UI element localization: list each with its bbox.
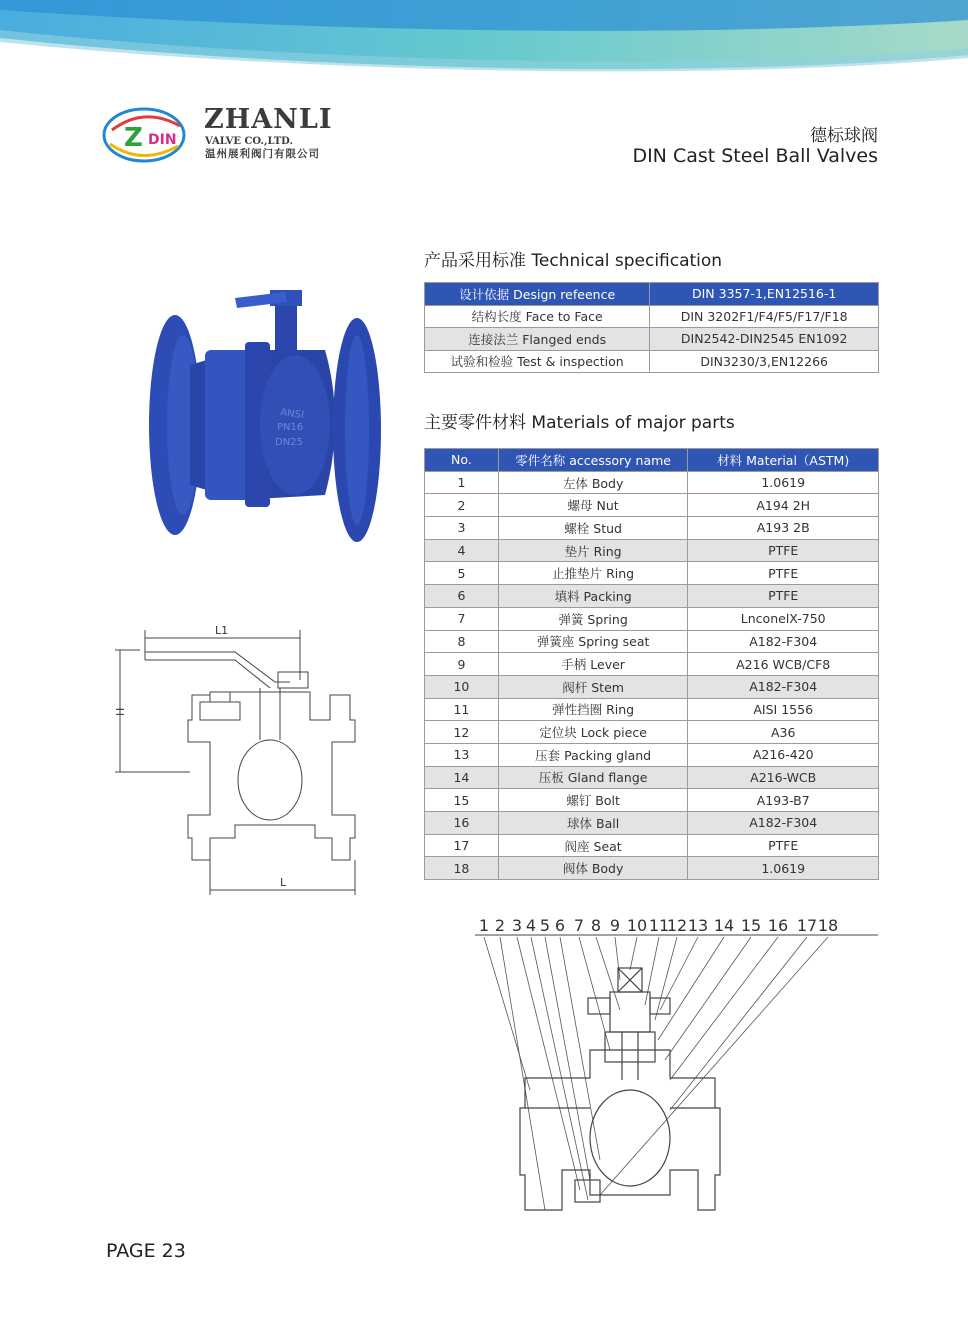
- callout-label: 11: [648, 916, 670, 935]
- cell-name: 手柄 Lever: [498, 653, 688, 676]
- cell-material: A182-F304: [688, 675, 879, 698]
- spec-label: 设计依据 Design refeence: [425, 283, 650, 306]
- table-row: [425, 471, 879, 494]
- svg-text:ANSI: ANSI: [279, 407, 305, 422]
- cell-material: A182-F304: [688, 630, 879, 653]
- callout-leader: [645, 937, 659, 1005]
- table-row: [425, 698, 879, 721]
- page-title-cn: 德标球阀: [810, 126, 878, 146]
- cell-material: PTFE: [688, 539, 879, 562]
- table-row: [425, 743, 879, 766]
- spec-label: 连接法兰 Flanged ends: [425, 328, 650, 351]
- table-row: [425, 328, 879, 351]
- cell-material: PTFE: [688, 585, 879, 608]
- callout-leader: [531, 937, 588, 1200]
- table-row: [425, 585, 879, 608]
- cell-no: 4: [425, 539, 499, 562]
- cell-material: A193 2B: [688, 517, 879, 540]
- callout-leader: [500, 937, 545, 1210]
- cell-name: 止推垫片 Ring: [498, 562, 688, 585]
- callout-label: 7: [573, 916, 585, 935]
- dim-l1-label: L1: [215, 624, 229, 637]
- callout-leader: [517, 937, 580, 1190]
- cell-material: A216-WCB: [688, 766, 879, 789]
- cell-name: 球体 Ball: [498, 812, 688, 835]
- cell-no: 2: [425, 494, 499, 517]
- svg-text:PN16: PN16: [277, 422, 304, 433]
- cell-material: A216-420: [688, 743, 879, 766]
- cell-material: PTFE: [688, 562, 879, 585]
- cell-no: 18: [425, 857, 499, 880]
- callout-leader: [660, 937, 698, 1010]
- spec-label: 试验和检验 Test & inspection: [425, 350, 650, 373]
- table-row: [425, 283, 879, 306]
- spec-label: 结构长度 Face to Face: [425, 305, 650, 328]
- dim-h-label: H: [114, 707, 127, 716]
- tech-spec-table: [424, 282, 879, 373]
- valve-photo: [145, 270, 385, 545]
- cell-name: 螺钉 Bolt: [498, 789, 688, 812]
- cell-no: 17: [425, 834, 499, 857]
- cell-material: A194 2H: [688, 494, 879, 517]
- table-header-row: [425, 449, 879, 472]
- callout-label: 16: [767, 916, 789, 935]
- spec-value: DIN3230/3,EN12266: [650, 350, 879, 373]
- cell-name: 阀杆 Stem: [498, 675, 688, 698]
- callout-leader: [545, 937, 590, 1180]
- callout-label: 9: [609, 916, 621, 935]
- table-row: [425, 812, 879, 835]
- callout-label: 14: [713, 916, 735, 935]
- table-row: [425, 766, 879, 789]
- materials-table: [424, 448, 879, 880]
- cell-name: 左体 Body: [498, 471, 688, 494]
- cell-no: 11: [425, 698, 499, 721]
- table-row: [425, 562, 879, 585]
- cell-material: A36: [688, 721, 879, 744]
- cell-name: 垫片 Ring: [498, 539, 688, 562]
- header-banner: [0, 0, 968, 80]
- table-row: [425, 721, 879, 744]
- callout-label: 1: [478, 916, 490, 935]
- cell-material: 1.0619: [688, 471, 879, 494]
- cell-material: A182-F304: [688, 812, 879, 835]
- callout-label: 6: [554, 916, 566, 935]
- callout-leader: [630, 937, 637, 970]
- cell-no: 8: [425, 630, 499, 653]
- cell-no: 7: [425, 607, 499, 630]
- table-row: [425, 857, 879, 880]
- callout-label: 15: [740, 916, 762, 935]
- table-row: [425, 630, 879, 653]
- callout-leader: [658, 937, 724, 1040]
- cell-name: 阀体 Body: [498, 857, 688, 880]
- table-row: [425, 789, 879, 812]
- callout-leader: [655, 937, 677, 1020]
- callout-label: 3: [511, 916, 523, 935]
- table-row: [425, 834, 879, 857]
- cell-material: AISI 1556: [688, 698, 879, 721]
- cell-no: 9: [425, 653, 499, 676]
- cell-name: 填料 Packing: [498, 585, 688, 608]
- svg-text:Z: Z: [124, 123, 143, 153]
- table-row: [425, 653, 879, 676]
- callout-label: 2: [494, 916, 506, 935]
- table-row: [425, 517, 879, 540]
- cell-name: 弹性挡圈 Ring: [498, 698, 688, 721]
- col-header-no: No.: [425, 449, 499, 472]
- table-row: [425, 607, 879, 630]
- spec-value: DIN 3202F1/F4/F5/F17/F18: [650, 305, 879, 328]
- col-header-name: 零件名称 accessory name: [498, 449, 688, 472]
- table-row: [425, 675, 879, 698]
- callout-label: 10: [626, 916, 648, 935]
- cell-material: PTFE: [688, 834, 879, 857]
- svg-text:DN25: DN25: [275, 437, 303, 448]
- table-row: [425, 494, 879, 517]
- svg-text:DIN: DIN: [148, 132, 177, 148]
- cell-name: 阀座 Seat: [498, 834, 688, 857]
- cell-name: 弹簧座 Spring seat: [498, 630, 688, 653]
- cell-no: 16: [425, 812, 499, 835]
- spec-value: DIN2542-DIN2545 EN1092: [650, 328, 879, 351]
- cell-no: 3: [425, 517, 499, 540]
- callout-label: 5: [539, 916, 551, 935]
- callout-leader: [670, 937, 778, 1080]
- cell-material: A193-B7: [688, 789, 879, 812]
- callout-leader: [665, 937, 751, 1060]
- cell-no: 6: [425, 585, 499, 608]
- page-number: PAGE 23: [106, 1240, 186, 1262]
- spec-value: DIN 3357-1,EN12516-1: [650, 283, 879, 306]
- parts-drawing: [470, 910, 890, 1215]
- cell-no: 1: [425, 471, 499, 494]
- cell-name: 螺母 Nut: [498, 494, 688, 517]
- cell-name: 压套 Packing gland: [498, 743, 688, 766]
- company-sub: VALVE CO.,LTD.: [205, 136, 293, 147]
- table-row: [425, 350, 879, 373]
- cell-material: LnconelX-750: [688, 607, 879, 630]
- tech-spec-heading: 产品采用标准 Technical specification: [424, 251, 723, 271]
- callout-label: 18: [817, 916, 839, 935]
- callout-label: 13: [687, 916, 709, 935]
- table-row: [425, 539, 879, 562]
- callout-label: 8: [590, 916, 602, 935]
- materials-heading: 主要零件材料 Materials of major parts: [424, 413, 735, 433]
- dim-l-label: L: [280, 876, 287, 889]
- cell-name: 压板 Gland flange: [498, 766, 688, 789]
- col-header-material: 材料 Material（ASTM): [688, 449, 879, 472]
- callout-label: 4: [525, 916, 537, 935]
- page-title-en: DIN Cast Steel Ball Valves: [632, 145, 878, 167]
- cell-material: A216 WCB/CF8: [688, 653, 879, 676]
- company-name: ZHANLI: [204, 104, 333, 135]
- cell-no: 10: [425, 675, 499, 698]
- cell-no: 15: [425, 789, 499, 812]
- cell-no: 13: [425, 743, 499, 766]
- cell-name: 弹簧 Spring: [498, 607, 688, 630]
- cell-no: 5: [425, 562, 499, 585]
- company-cn: 温州展利阀门有限公司: [205, 148, 320, 160]
- cell-no: 14: [425, 766, 499, 789]
- callout-label: 12: [666, 916, 688, 935]
- cell-name: 定位块 Lock piece: [498, 721, 688, 744]
- cell-name: 螺栓 Stud: [498, 517, 688, 540]
- cell-no: 12: [425, 721, 499, 744]
- dimension-drawing: [110, 620, 370, 900]
- table-row: [425, 305, 879, 328]
- callout-label: 17: [796, 916, 818, 935]
- cell-material: 1.0619: [688, 857, 879, 880]
